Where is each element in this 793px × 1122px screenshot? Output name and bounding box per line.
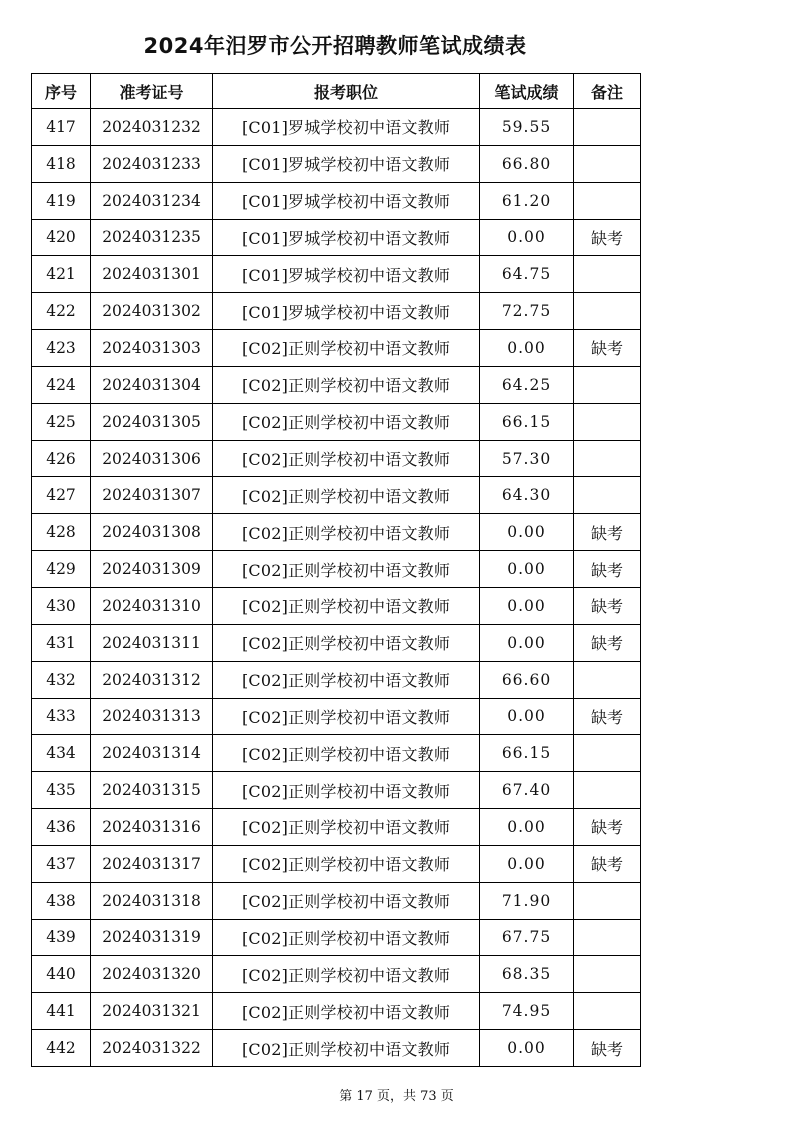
cell-score: 72.75 xyxy=(480,293,574,330)
cell-no: 430 xyxy=(32,587,91,624)
table-row xyxy=(32,219,641,256)
cell-no: 440 xyxy=(32,956,91,993)
cell-position: [C02]正则学校初中语文教师 xyxy=(213,735,480,772)
cell-score: 0.00 xyxy=(480,845,574,882)
cell-no: 439 xyxy=(32,919,91,956)
cell-position: [C01]罗城学校初中语文教师 xyxy=(213,109,480,146)
cell-exam-id: 2024031301 xyxy=(91,256,213,293)
cell-position: [C01]罗城学校初中语文教师 xyxy=(213,256,480,293)
table-row xyxy=(32,993,641,1030)
cell-position: [C02]正则学校初中语文教师 xyxy=(213,514,480,551)
cell-note: 缺考 xyxy=(574,330,641,367)
cell-note xyxy=(574,145,641,182)
table-row xyxy=(32,661,641,698)
cell-no: 428 xyxy=(32,514,91,551)
cell-no: 441 xyxy=(32,993,91,1030)
cell-position: [C02]正则学校初中语文教师 xyxy=(213,330,480,367)
cell-position: [C02]正则学校初中语文教师 xyxy=(213,919,480,956)
cell-score: 59.55 xyxy=(480,109,574,146)
cell-exam-id: 2024031315 xyxy=(91,772,213,809)
cell-no: 419 xyxy=(32,182,91,219)
cell-position: [C01]罗城学校初中语文教师 xyxy=(213,145,480,182)
cell-note xyxy=(574,366,641,403)
table-header-row xyxy=(32,74,641,109)
cell-score: 66.80 xyxy=(480,145,574,182)
scores-table xyxy=(31,73,641,1067)
cell-note xyxy=(574,477,641,514)
cell-score: 0.00 xyxy=(480,587,574,624)
cell-exam-id: 2024031311 xyxy=(91,624,213,661)
table-row xyxy=(32,624,641,661)
cell-position: [C02]正则学校初中语文教师 xyxy=(213,772,480,809)
cell-score: 0.00 xyxy=(480,624,574,661)
cell-exam-id: 2024031306 xyxy=(91,440,213,477)
cell-no: 418 xyxy=(32,145,91,182)
table-row xyxy=(32,882,641,919)
cell-position: [C02]正则学校初中语文教师 xyxy=(213,993,480,1030)
cell-position: [C02]正则学校初中语文教师 xyxy=(213,366,480,403)
cell-position: [C02]正则学校初中语文教师 xyxy=(213,440,480,477)
table-row xyxy=(32,809,641,846)
cell-no: 422 xyxy=(32,293,91,330)
column-header-no: 序号 xyxy=(32,74,91,109)
cell-no: 438 xyxy=(32,882,91,919)
table-row xyxy=(32,293,641,330)
cell-score: 61.20 xyxy=(480,182,574,219)
cell-score: 64.30 xyxy=(480,477,574,514)
cell-position: [C02]正则学校初中语文教师 xyxy=(213,587,480,624)
table-row xyxy=(32,919,641,956)
cell-exam-id: 2024031321 xyxy=(91,993,213,1030)
cell-note: 缺考 xyxy=(574,514,641,551)
cell-no: 425 xyxy=(32,403,91,440)
table-row xyxy=(32,551,641,588)
cell-note: 缺考 xyxy=(574,845,641,882)
cell-exam-id: 2024031304 xyxy=(91,366,213,403)
cell-note: 缺考 xyxy=(574,809,641,846)
cell-exam-id: 2024031232 xyxy=(91,109,213,146)
cell-note: 缺考 xyxy=(574,551,641,588)
cell-exam-id: 2024031234 xyxy=(91,182,213,219)
table-row xyxy=(32,772,641,809)
cell-exam-id: 2024031235 xyxy=(91,219,213,256)
cell-position: [C02]正则学校初中语文教师 xyxy=(213,809,480,846)
cell-note xyxy=(574,661,641,698)
cell-exam-id: 2024031318 xyxy=(91,882,213,919)
table-row xyxy=(32,587,641,624)
cell-no: 429 xyxy=(32,551,91,588)
cell-position: [C02]正则学校初中语文教师 xyxy=(213,956,480,993)
column-header-score: 笔试成绩 xyxy=(480,74,574,109)
cell-score: 64.25 xyxy=(480,366,574,403)
cell-score: 57.30 xyxy=(480,440,574,477)
cell-note: 缺考 xyxy=(574,219,641,256)
table-body xyxy=(32,109,641,1067)
table-row xyxy=(32,182,641,219)
cell-no: 434 xyxy=(32,735,91,772)
cell-exam-id: 2024031309 xyxy=(91,551,213,588)
table-row xyxy=(32,366,641,403)
table-row xyxy=(32,440,641,477)
cell-score: 0.00 xyxy=(480,330,574,367)
cell-note xyxy=(574,109,641,146)
table-row xyxy=(32,1030,641,1067)
cell-position: [C02]正则学校初中语文教师 xyxy=(213,698,480,735)
cell-exam-id: 2024031320 xyxy=(91,956,213,993)
cell-position: [C02]正则学校初中语文教师 xyxy=(213,845,480,882)
cell-exam-id: 2024031322 xyxy=(91,1030,213,1067)
cell-exam-id: 2024031316 xyxy=(91,809,213,846)
cell-score: 68.35 xyxy=(480,956,574,993)
cell-position: [C02]正则学校初中语文教师 xyxy=(213,551,480,588)
cell-no: 427 xyxy=(32,477,91,514)
cell-score: 0.00 xyxy=(480,551,574,588)
table-row xyxy=(32,514,641,551)
cell-no: 417 xyxy=(32,109,91,146)
table-row xyxy=(32,477,641,514)
cell-no: 426 xyxy=(32,440,91,477)
cell-score: 67.75 xyxy=(480,919,574,956)
cell-position: [C02]正则学校初中语文教师 xyxy=(213,882,480,919)
cell-position: [C01]罗城学校初中语文教师 xyxy=(213,293,480,330)
cell-note: 缺考 xyxy=(574,1030,641,1067)
cell-score: 0.00 xyxy=(480,698,574,735)
cell-position: [C02]正则学校初中语文教师 xyxy=(213,661,480,698)
cell-score: 66.60 xyxy=(480,661,574,698)
cell-score: 66.15 xyxy=(480,735,574,772)
cell-score: 66.15 xyxy=(480,403,574,440)
cell-no: 420 xyxy=(32,219,91,256)
cell-note: 缺考 xyxy=(574,587,641,624)
cell-score: 74.95 xyxy=(480,993,574,1030)
table-row xyxy=(32,256,641,293)
cell-exam-id: 2024031319 xyxy=(91,919,213,956)
cell-note xyxy=(574,293,641,330)
cell-score: 0.00 xyxy=(480,514,574,551)
cell-exam-id: 2024031305 xyxy=(91,403,213,440)
cell-no: 421 xyxy=(32,256,91,293)
cell-position: [C02]正则学校初中语文教师 xyxy=(213,477,480,514)
cell-exam-id: 2024031313 xyxy=(91,698,213,735)
cell-exam-id: 2024031310 xyxy=(91,587,213,624)
page-footer: 第 17 页，共 73 页 xyxy=(339,1089,454,1104)
cell-exam-id: 2024031302 xyxy=(91,293,213,330)
cell-note: 缺考 xyxy=(574,698,641,735)
cell-note xyxy=(574,256,641,293)
cell-score: 64.75 xyxy=(480,256,574,293)
cell-exam-id: 2024031312 xyxy=(91,661,213,698)
table-row xyxy=(32,403,641,440)
cell-no: 423 xyxy=(32,330,91,367)
cell-position: [C02]正则学校初中语文教师 xyxy=(213,1030,480,1067)
cell-exam-id: 2024031307 xyxy=(91,477,213,514)
table-row xyxy=(32,845,641,882)
cell-note xyxy=(574,882,641,919)
cell-score: 0.00 xyxy=(480,219,574,256)
cell-score: 0.00 xyxy=(480,809,574,846)
table-row xyxy=(32,145,641,182)
cell-exam-id: 2024031303 xyxy=(91,330,213,367)
column-header-note: 备注 xyxy=(574,74,641,109)
table-row xyxy=(32,698,641,735)
cell-position: [C01]罗城学校初中语文教师 xyxy=(213,182,480,219)
cell-note: 缺考 xyxy=(574,624,641,661)
cell-score: 71.90 xyxy=(480,882,574,919)
cell-exam-id: 2024031314 xyxy=(91,735,213,772)
cell-no: 442 xyxy=(32,1030,91,1067)
cell-no: 432 xyxy=(32,661,91,698)
cell-score: 67.40 xyxy=(480,772,574,809)
table-row xyxy=(32,109,641,146)
cell-no: 436 xyxy=(32,809,91,846)
cell-note xyxy=(574,182,641,219)
cell-position: [C02]正则学校初中语文教师 xyxy=(213,403,480,440)
cell-exam-id: 2024031317 xyxy=(91,845,213,882)
cell-no: 424 xyxy=(32,366,91,403)
cell-position: [C02]正则学校初中语文教师 xyxy=(213,624,480,661)
cell-note xyxy=(574,919,641,956)
table-row xyxy=(32,956,641,993)
cell-no: 433 xyxy=(32,698,91,735)
table-row xyxy=(32,330,641,367)
cell-score: 0.00 xyxy=(480,1030,574,1067)
cell-note xyxy=(574,772,641,809)
cell-no: 435 xyxy=(32,772,91,809)
cell-note xyxy=(574,993,641,1030)
cell-note xyxy=(574,956,641,993)
table-row xyxy=(32,735,641,772)
cell-position: [C01]罗城学校初中语文教师 xyxy=(213,219,480,256)
column-header-position: 报考职位 xyxy=(213,74,480,109)
cell-no: 431 xyxy=(32,624,91,661)
cell-no: 437 xyxy=(32,845,91,882)
cell-exam-id: 2024031308 xyxy=(91,514,213,551)
cell-note xyxy=(574,735,641,772)
cell-exam-id: 2024031233 xyxy=(91,145,213,182)
cell-note xyxy=(574,403,641,440)
page-title: 2024年汨罗市公开招聘教师笔试成绩表 xyxy=(143,34,527,58)
column-header-exam-id: 准考证号 xyxy=(91,74,213,109)
cell-note xyxy=(574,440,641,477)
